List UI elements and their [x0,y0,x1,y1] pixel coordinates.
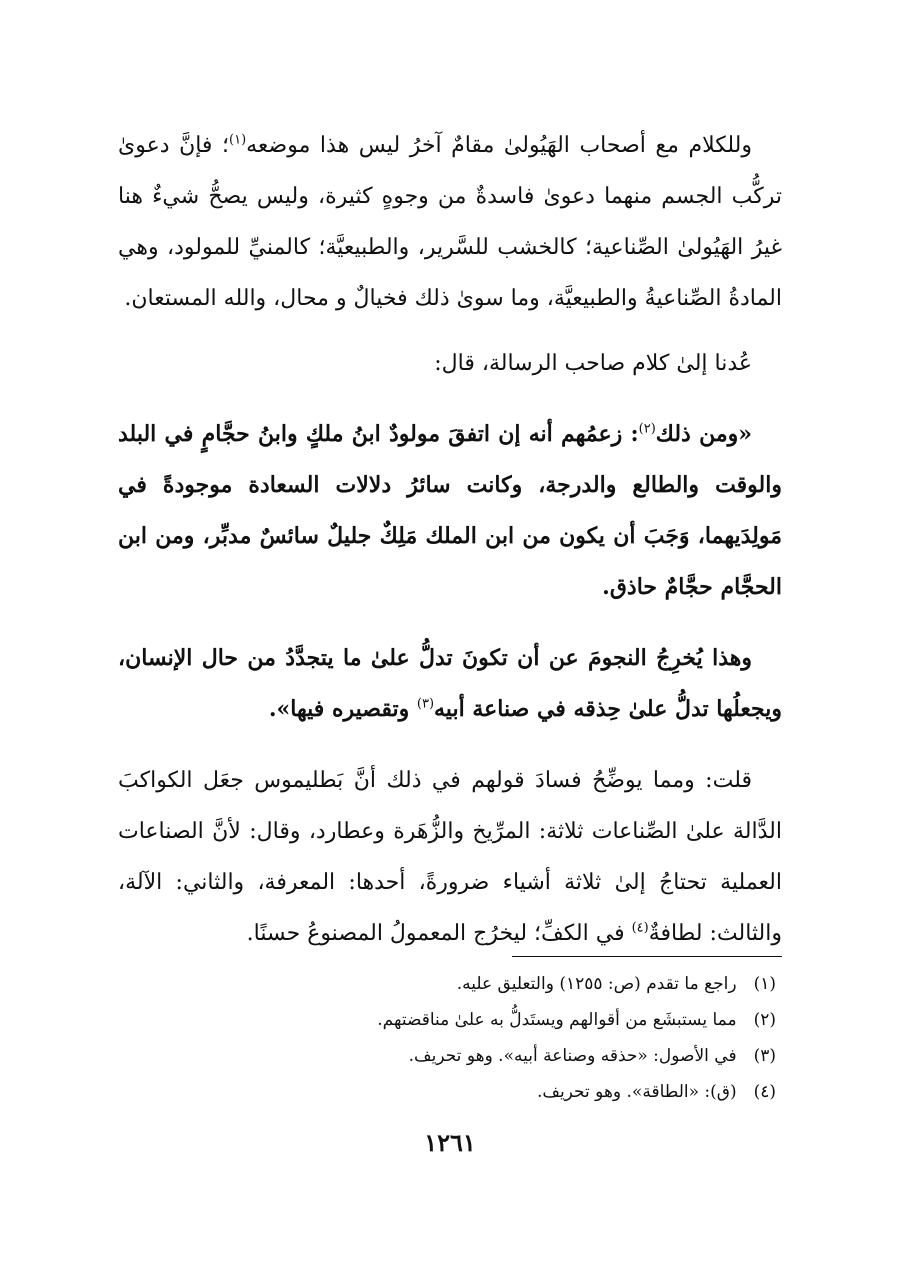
paragraph-text: ؛ فإنَّ دعوىٰ تركُّب الجسم منهما دعوىٰ فاسدةٌ من وجوهٍ كثيرة، وليس يصحُّ شيءٌ هنا غيرُ الهَيُولىٰ الصِّناعية؛ كالخشب للسَّرير، والطبيعيَّة؛ كالمنيِّ للمولود، وهي المادةُ الصِّناعيةُ والطبيعيَّة، وما سوىٰ ذلك فخيالٌ و محال، والله المستعان. [118,133,783,311]
footnote-ref-3: (٣) [416,696,435,712]
footnote-number: (٢) [753,1010,776,1030]
paragraph-text: «ومن ذلك [655,421,752,447]
footnote-item [118,1002,782,1038]
page-number: ١٢٦١ [424,1128,476,1157]
paragraph-response [118,755,782,959]
footnote-item [118,1038,782,1074]
paragraph-text: في الكفِّ؛ ليخرُج المعمولُ المصنوعُ حسنًا. [246,921,632,946]
footnote-text: راجع ما تقدم (ص: ١٢٥٥) والتعليق عليه. [456,974,737,994]
paragraph-text: قلت: ومما يوضِّحُ فسادَ قولهم في ذلك أنَّ بَطليموس جعَل الكواكبَ الدَّالة علىٰ الصِّناعات ثلاثة: المرِّيخ والزُّهَرة وعطارد، وقال: لأنَّ الصناعات العملية تحتاجُ إلىٰ ثلاثة أشياء ضرورةً، أحدها: المعرفة، والثاني: الآلة، والثالث: لطافةٌ [118,768,782,946]
footnote-number: (٤) [753,1082,776,1102]
paragraph-quote-claim [118,409,782,613]
main-text [118,120,782,959]
paragraph-text: عُدنا إلىٰ كلام صاحب الرسالة، قال: [434,351,752,376]
paragraph-quote-consequence [118,633,782,735]
footnotes [118,966,782,1110]
paragraph-hyle [118,120,782,324]
footnote-ref-2: (٢) [638,421,656,437]
footnote-number: (٣) [753,1046,776,1066]
paragraph-text: وتقصيره فيها». [268,696,417,722]
paragraph-return [118,338,782,389]
footnote-number: (١) [753,974,776,994]
footnote-item [118,1074,782,1110]
footnote-ref-4: (٤) [631,920,649,936]
paragraph-text: : زعمُهم أنه إن اتفقَ مولودٌ ابنُ ملكٍ وابنُ حجَّامٍ في البلد والوقت والطالع والدرجة، وكانت سائرُ دلالات السعادة موجودةً في مَولِدَيهما، وَجَبَ أن يكون من ابن الملك مَلِكٌ جليلٌ سائسٌ مدبِّر، ومن ابن الحجَّام حجَّامٌ حاذق. [118,421,782,600]
paragraph-text: وللكلام مع أصحاب الهَيُولىٰ مقامٌ آخرُ ليس هذا موضعه [246,133,752,158]
footnote-divider [512,956,782,957]
paragraph-text: وهذا يُخرِجُ النجومَ عن أن تكونَ تدلُّ علىٰ ما يتجدَّدُ من حال الإنسان، ويجعلُها تدلُّ علىٰ حِذقه في صناعة أبيه [118,645,782,722]
footnote-text: في الأصول: «حذقه وصناعة أبيه». وهو تحريف. [408,1046,737,1066]
footnote-ref-1: (١) [229,132,247,148]
footnote-item [118,966,782,1002]
footnote-text: مما يستبشَع من أقوالهم ويستَدلُّ به علىٰ مناقضتهم. [377,1010,737,1030]
footnote-text: (ق): «الطاقة». وهو تحريف. [536,1082,737,1102]
